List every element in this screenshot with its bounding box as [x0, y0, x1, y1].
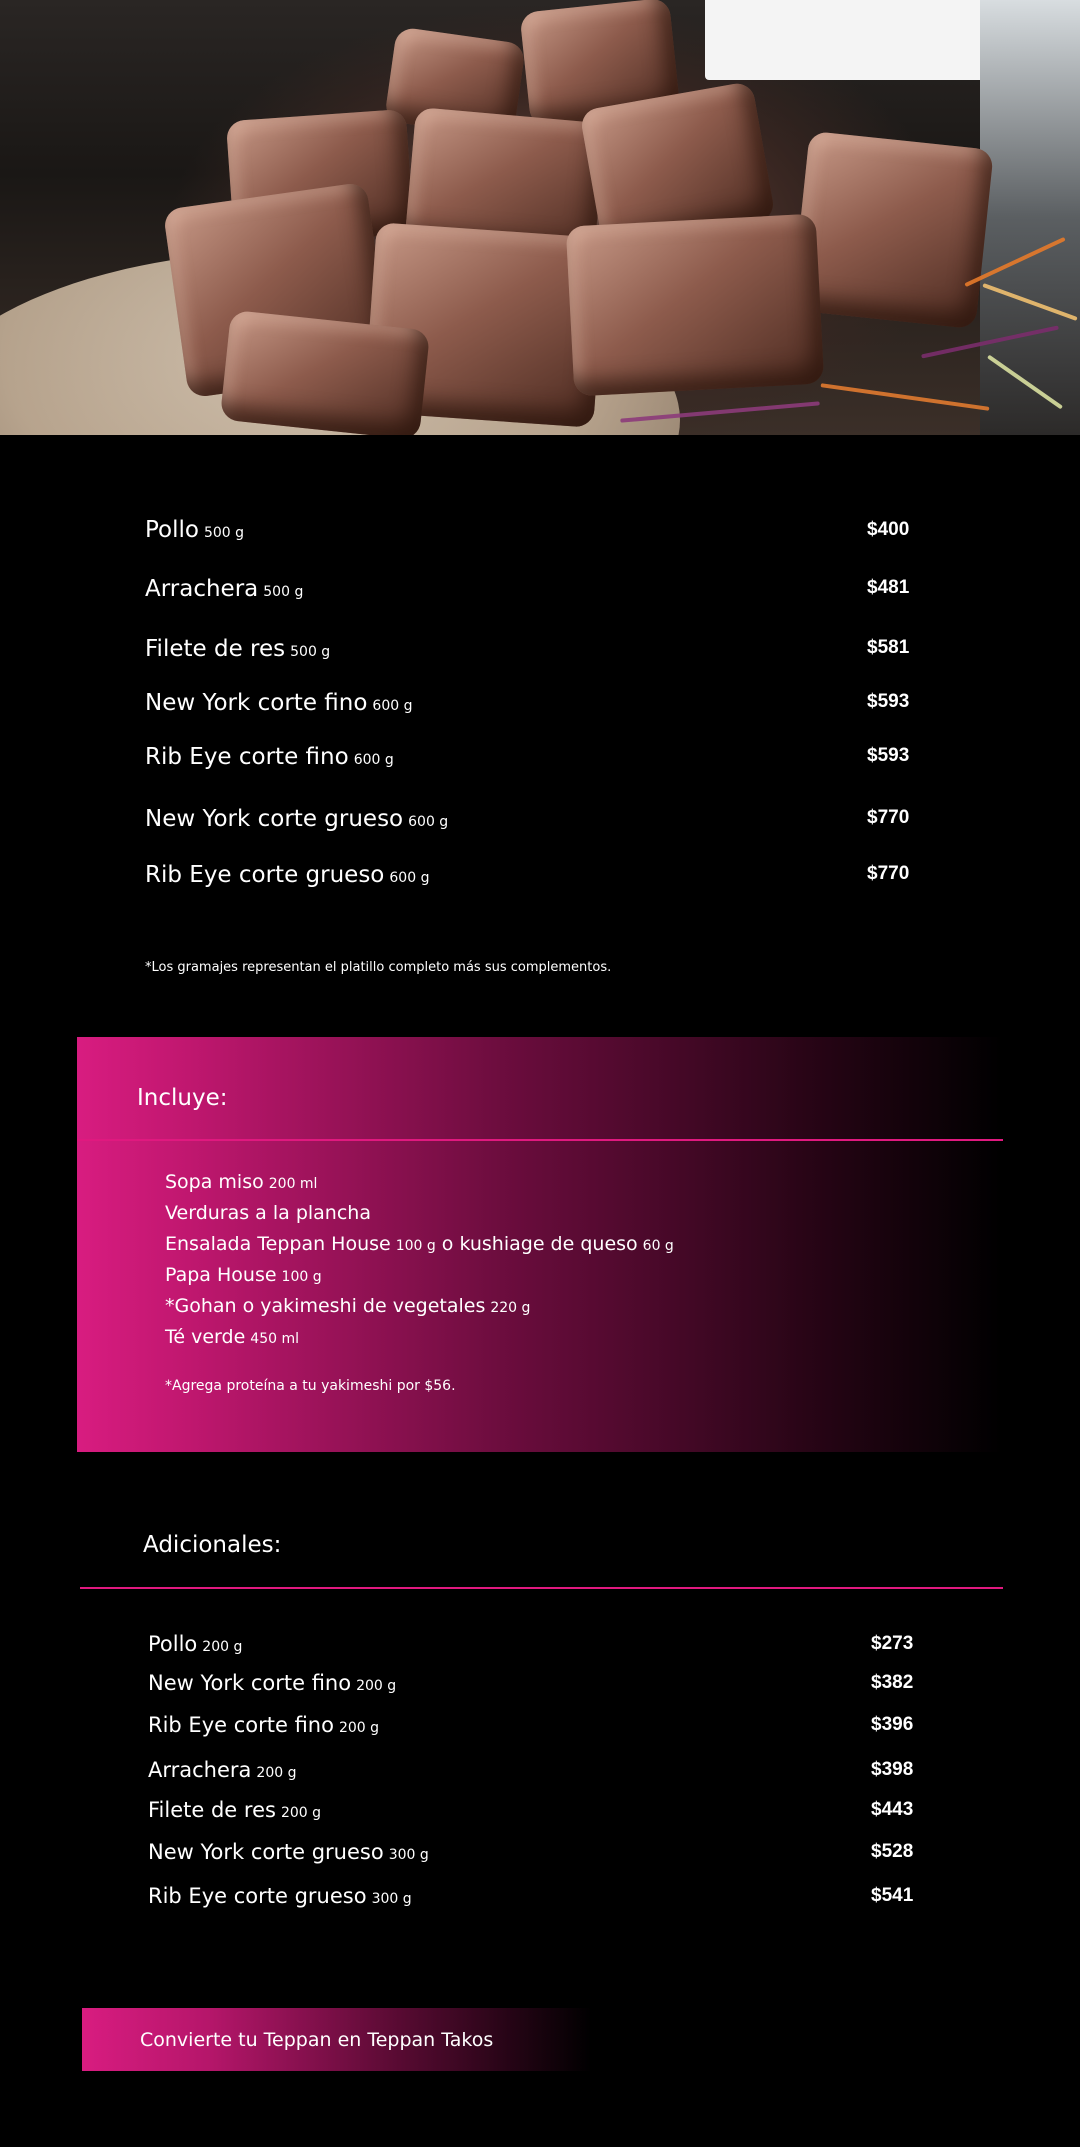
- item-name: New York corte fino: [148, 1671, 352, 1695]
- incluye-item: [165, 1171, 317, 1193]
- item-weight: 200 g: [202, 1639, 243, 1655]
- item-name: New York corte fino: [145, 690, 368, 716]
- item-name: Filete de res: [148, 1798, 276, 1822]
- list-item: [145, 690, 412, 716]
- incluye-item: [165, 1264, 322, 1286]
- incluye-item-name: Verduras a la plancha: [165, 1202, 371, 1224]
- list-item: [145, 517, 244, 543]
- item-name: New York corte grueso: [145, 806, 404, 832]
- incluye-item-name: *Gohan o yakimeshi de vegetales: [165, 1295, 486, 1317]
- item-price: $581: [867, 637, 910, 658]
- item-weight: 200 g: [356, 1678, 397, 1694]
- item-name: New York corte grueso: [148, 1840, 384, 1864]
- list-item: [148, 1671, 396, 1695]
- item-weight: 600 g: [408, 814, 449, 830]
- item-price: $398: [871, 1759, 914, 1780]
- list-item: [145, 636, 330, 662]
- list-item: [145, 806, 448, 832]
- incluye-item-weight: 100 g: [281, 1269, 322, 1285]
- incluye-item: [165, 1233, 674, 1255]
- incluye-item-name: Ensalada Teppan House: [165, 1233, 391, 1255]
- item-price: $273: [871, 1633, 914, 1654]
- list-item: [145, 576, 303, 602]
- item-name: Pollo: [148, 1632, 198, 1656]
- list-item: [148, 1798, 321, 1822]
- list-item: [148, 1884, 412, 1908]
- list-item: [148, 1632, 242, 1656]
- item-weight: 600 g: [353, 752, 394, 768]
- item-name: Filete de res: [145, 636, 286, 662]
- item-weight: 500 g: [290, 644, 331, 660]
- incluye-item: [165, 1295, 530, 1317]
- item-weight: 200 g: [338, 1720, 380, 1736]
- incluye-item-weight: 220 g: [490, 1300, 531, 1316]
- item-weight: 300 g: [388, 1847, 429, 1863]
- item-price: $593: [867, 745, 910, 766]
- item-price: $541: [871, 1885, 914, 1906]
- item-weight: 500 g: [203, 525, 245, 541]
- adicionales-title: Adicionales:: [143, 1532, 282, 1558]
- hero-food-photo: [0, 0, 1080, 435]
- item-name: Rib Eye corte grueso: [145, 862, 385, 888]
- item-price: $528: [871, 1841, 914, 1862]
- incluye-item-weight: 450 ml: [250, 1331, 299, 1347]
- meat-cube: [566, 214, 825, 397]
- item-price: $400: [867, 519, 910, 540]
- hero-background-blur: [980, 0, 1080, 435]
- item-price: $382: [871, 1672, 914, 1693]
- item-name: Rib Eye corte fino: [145, 744, 349, 770]
- item-weight: 600 g: [389, 870, 430, 886]
- item-name: Rib Eye corte fino: [148, 1713, 334, 1737]
- meat-cube: [220, 310, 430, 435]
- incluye-item-name: Té verde: [165, 1326, 246, 1348]
- item-price: $770: [867, 863, 910, 884]
- item-weight: 500 g: [263, 584, 304, 600]
- item-name: Arrachera: [148, 1758, 252, 1782]
- item-price: $396: [871, 1714, 914, 1735]
- item-name: Arrachera: [145, 576, 259, 602]
- vegetable-strip: [821, 383, 990, 411]
- list-item: [145, 744, 394, 770]
- teppan-takos-banner: [82, 2008, 592, 2071]
- hero-background-cup: [705, 0, 985, 80]
- item-weight: 200 g: [256, 1765, 297, 1781]
- incluye-item: [165, 1202, 371, 1224]
- incluye-item: [165, 1326, 299, 1348]
- banner-label: Convierte tu Teppan en Teppan Takos: [140, 2028, 494, 2051]
- meat-cube: [791, 131, 994, 329]
- item-name: Pollo: [145, 517, 199, 543]
- incluye-note: *Agrega proteína a tu yakimeshi por $56.: [165, 1378, 456, 1394]
- adicionales-divider: [80, 1587, 1003, 1589]
- incluye-divider: [77, 1139, 1003, 1141]
- item-price: $770: [867, 807, 910, 828]
- incluye-item-weight: 100 g: [395, 1238, 436, 1254]
- list-item: [148, 1713, 379, 1737]
- list-item: [148, 1840, 429, 1864]
- incluye-item-weight: 60 g: [642, 1238, 674, 1254]
- incluye-item-alternative: o kushiage de queso: [441, 1233, 638, 1255]
- item-weight: 300 g: [371, 1891, 412, 1907]
- list-item: [145, 862, 429, 888]
- item-price: $593: [867, 691, 910, 712]
- item-price: $443: [871, 1799, 914, 1820]
- item-weight: 200 g: [280, 1805, 321, 1821]
- incluye-title: Incluye:: [137, 1085, 228, 1111]
- incluye-item-weight: 200 ml: [268, 1176, 318, 1192]
- item-price: $481: [867, 577, 910, 598]
- incluye-item-name: Papa House: [165, 1264, 277, 1286]
- incluye-item-name: Sopa miso: [165, 1171, 264, 1193]
- list-item: [148, 1758, 296, 1782]
- item-weight: 600 g: [372, 698, 413, 714]
- item-name: Rib Eye corte grueso: [148, 1884, 367, 1908]
- price-note: *Los gramajes representan el platillo completo más sus complementos.: [145, 960, 612, 975]
